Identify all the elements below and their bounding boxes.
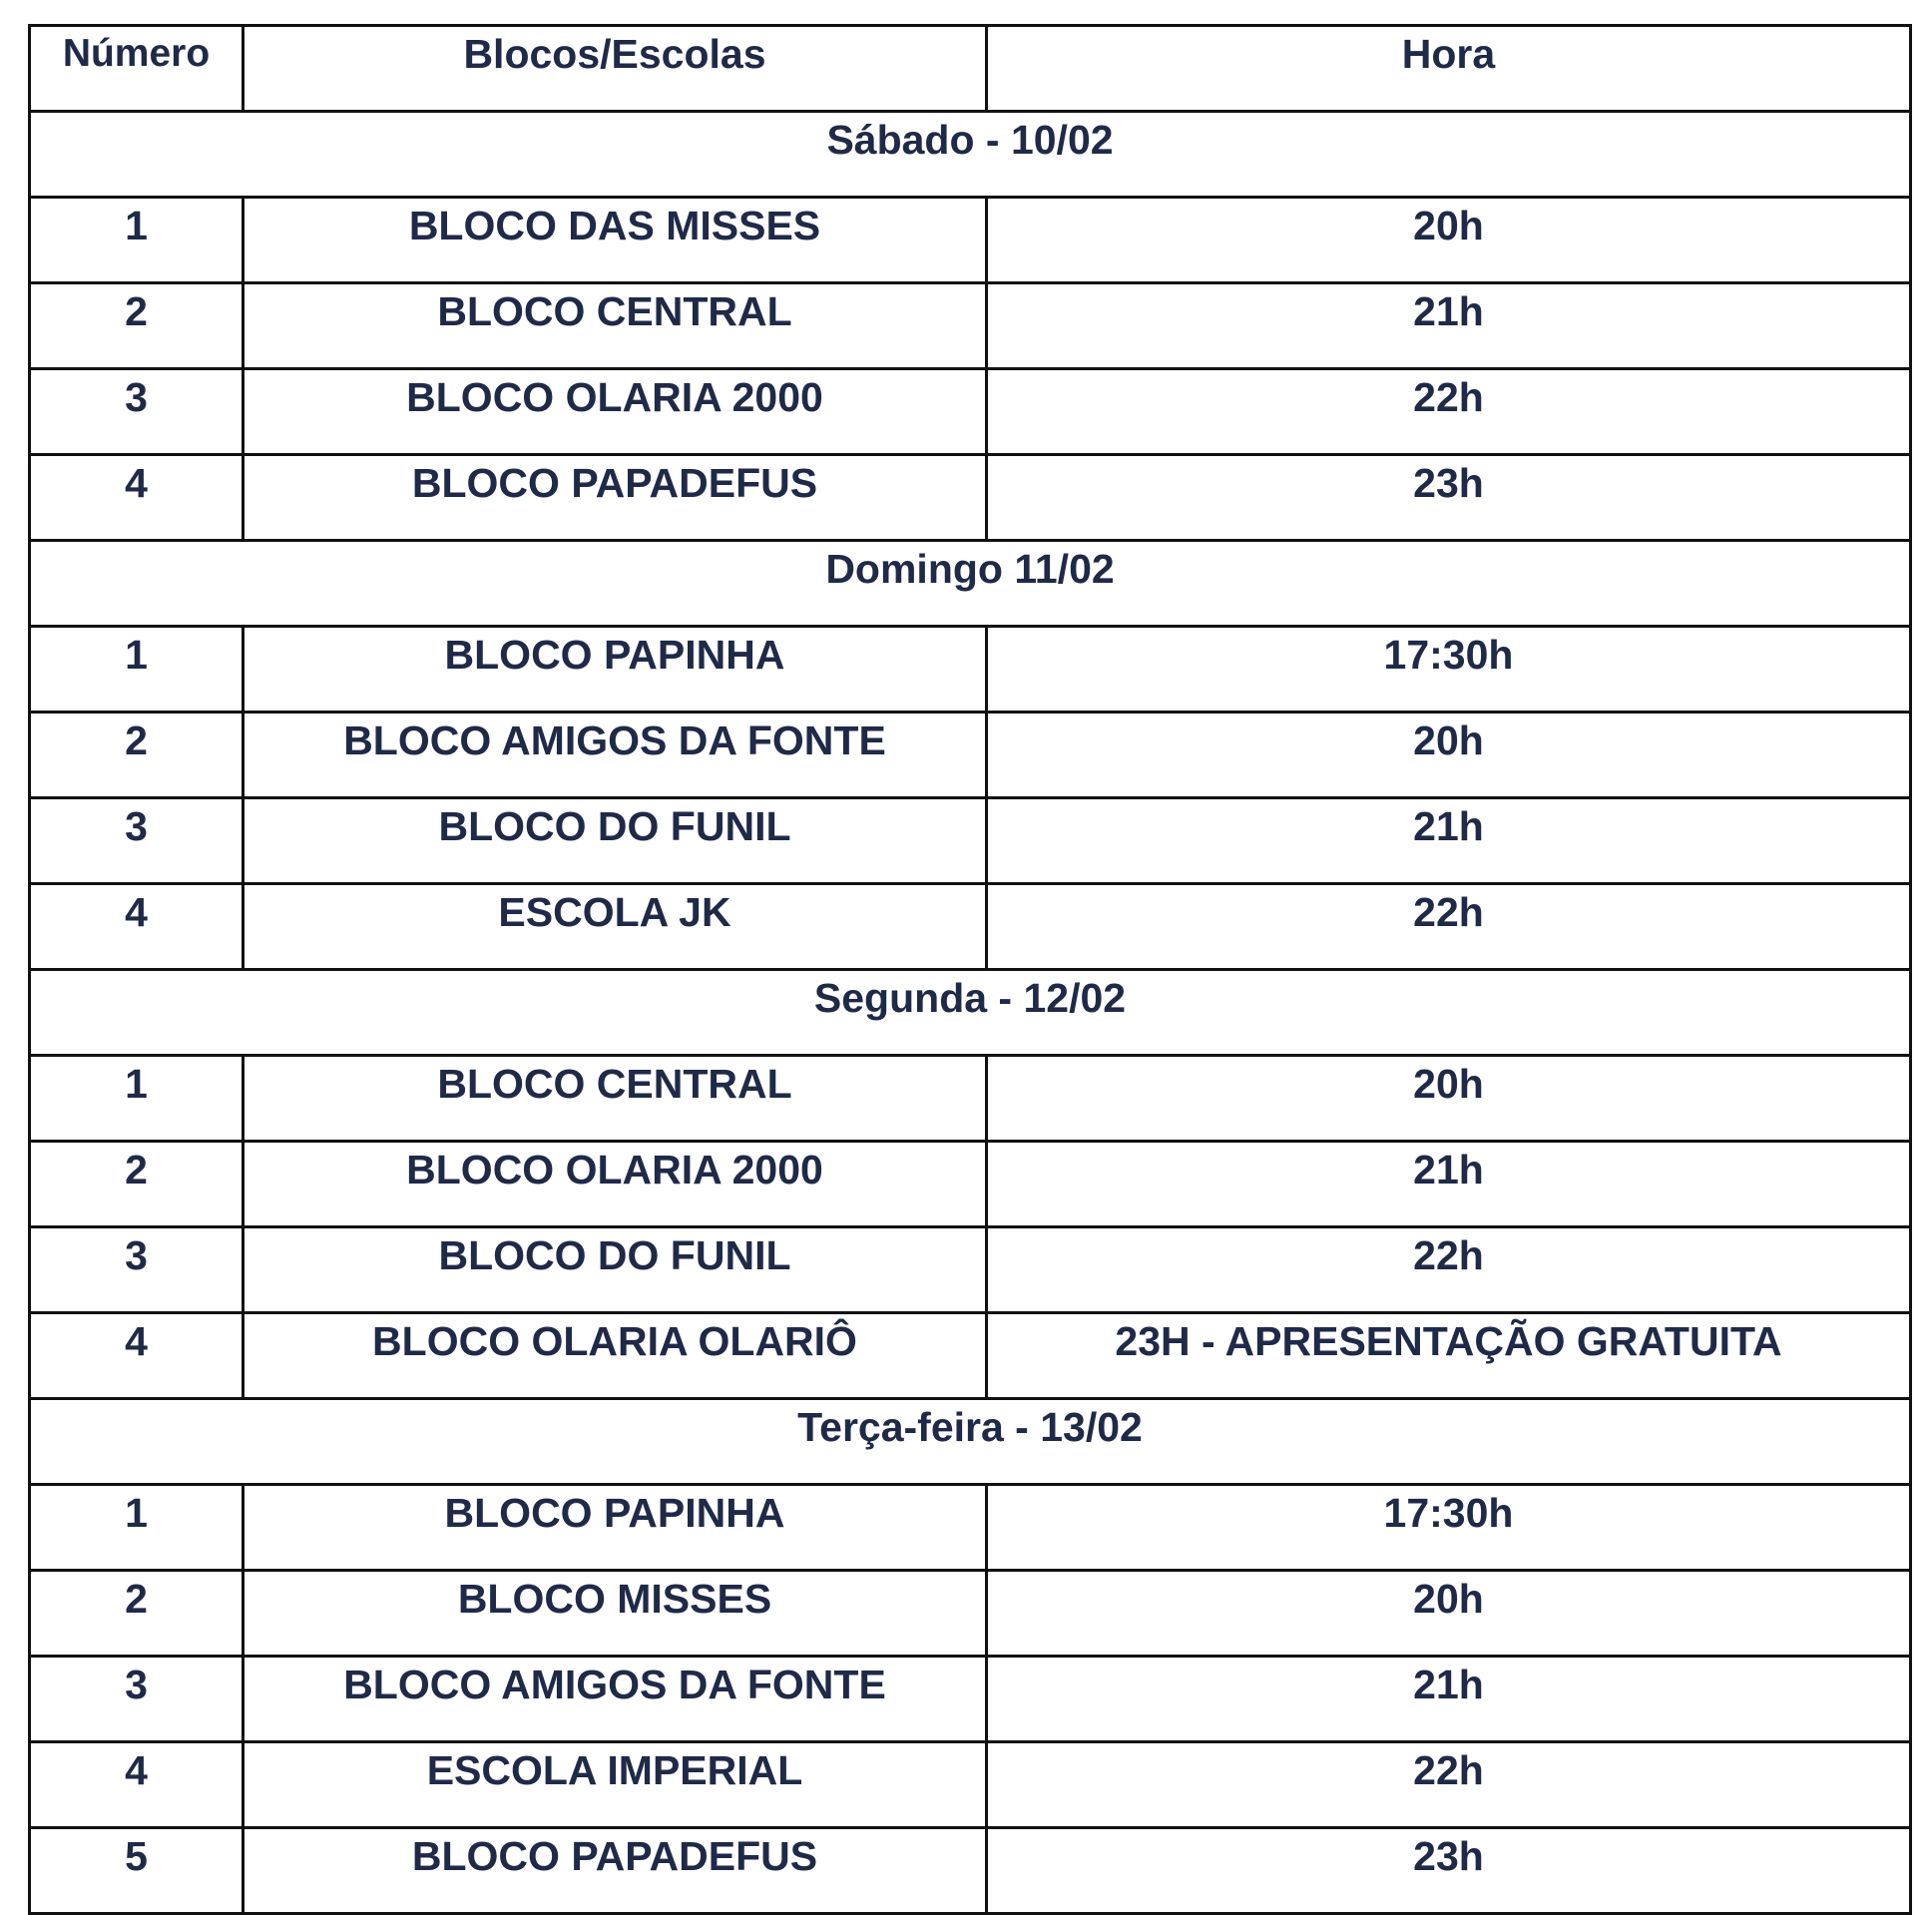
row-name: ESCOLA JK bbox=[243, 884, 987, 970]
day-title: Domingo 11/02 bbox=[30, 541, 1911, 627]
row-name: BLOCO PAPINHA bbox=[243, 1485, 987, 1571]
row-number: 2 bbox=[30, 713, 243, 798]
header-name: Blocos/Escolas bbox=[243, 26, 987, 112]
table-row bbox=[30, 713, 1911, 798]
row-name: BLOCO PAPINHA bbox=[243, 627, 987, 713]
row-hour: 22h bbox=[987, 1742, 1911, 1828]
row-number: 2 bbox=[30, 1571, 243, 1657]
row-name: BLOCO AMIGOS DA FONTE bbox=[243, 713, 987, 798]
row-name: BLOCO OLARIA OLARIÔ bbox=[243, 1313, 987, 1399]
table-row bbox=[30, 198, 1911, 283]
table-row bbox=[30, 798, 1911, 884]
row-hour: 21h bbox=[987, 1142, 1911, 1227]
row-name: BLOCO MISSES bbox=[243, 1571, 987, 1657]
row-hour: 20h bbox=[987, 713, 1911, 798]
table-row bbox=[30, 1657, 1911, 1742]
row-number: 2 bbox=[30, 1142, 243, 1227]
row-number: 4 bbox=[30, 1742, 243, 1828]
row-hour: 21h bbox=[987, 798, 1911, 884]
row-number: 1 bbox=[30, 1485, 243, 1571]
row-hour: 23h bbox=[987, 1828, 1911, 1914]
table-row bbox=[30, 1828, 1911, 1914]
table-row bbox=[30, 1485, 1911, 1571]
row-hour: 21h bbox=[987, 1657, 1911, 1742]
row-hour: 22h bbox=[987, 884, 1911, 970]
row-name: BLOCO OLARIA 2000 bbox=[243, 1142, 987, 1227]
table-row bbox=[30, 283, 1911, 369]
table-row bbox=[30, 455, 1911, 541]
table-row bbox=[30, 1742, 1911, 1828]
day-title: Terça-feira - 13/02 bbox=[30, 1399, 1911, 1485]
day-row bbox=[30, 970, 1911, 1056]
row-number: 5 bbox=[30, 1828, 243, 1914]
day-row bbox=[30, 112, 1911, 198]
header-hour: Hora bbox=[987, 26, 1911, 112]
row-number: 3 bbox=[30, 798, 243, 884]
table-row bbox=[30, 1142, 1911, 1227]
row-number: 3 bbox=[30, 369, 243, 455]
row-number: 4 bbox=[30, 884, 243, 970]
row-name: BLOCO PAPADEFUS bbox=[243, 455, 987, 541]
row-number: 1 bbox=[30, 1056, 243, 1142]
row-name: BLOCO CENTRAL bbox=[243, 1056, 987, 1142]
row-hour: 21h bbox=[987, 283, 1911, 369]
day-title: Sábado - 10/02 bbox=[30, 112, 1911, 198]
table-row bbox=[30, 1227, 1911, 1313]
row-hour: 22h bbox=[987, 1227, 1911, 1313]
row-number: 1 bbox=[30, 627, 243, 713]
header-row bbox=[30, 26, 1911, 112]
schedule-table bbox=[28, 24, 1912, 1915]
row-number: 4 bbox=[30, 455, 243, 541]
row-hour: 20h bbox=[987, 1571, 1911, 1657]
row-name: ESCOLA IMPERIAL bbox=[243, 1742, 987, 1828]
row-number: 3 bbox=[30, 1227, 243, 1313]
row-hour: 23H - APRESENTAÇÃO GRATUITA bbox=[987, 1313, 1911, 1399]
day-title: Segunda - 12/02 bbox=[30, 970, 1911, 1056]
table-row bbox=[30, 1056, 1911, 1142]
table-row bbox=[30, 1571, 1911, 1657]
day-row bbox=[30, 541, 1911, 627]
row-number: 1 bbox=[30, 198, 243, 283]
row-number: 4 bbox=[30, 1313, 243, 1399]
row-hour: 23h bbox=[987, 455, 1911, 541]
row-hour: 20h bbox=[987, 1056, 1911, 1142]
row-hour: 17:30h bbox=[987, 627, 1911, 713]
row-name: BLOCO DO FUNIL bbox=[243, 798, 987, 884]
row-name: BLOCO PAPADEFUS bbox=[243, 1828, 987, 1914]
row-hour: 22h bbox=[987, 369, 1911, 455]
row-name: BLOCO DAS MISSES bbox=[243, 198, 987, 283]
row-name: BLOCO AMIGOS DA FONTE bbox=[243, 1657, 987, 1742]
table-row bbox=[30, 369, 1911, 455]
table-row bbox=[30, 627, 1911, 713]
row-number: 3 bbox=[30, 1657, 243, 1742]
header-number: Número bbox=[30, 26, 243, 112]
row-name: BLOCO CENTRAL bbox=[243, 283, 987, 369]
table-row bbox=[30, 1313, 1911, 1399]
day-row bbox=[30, 1399, 1911, 1485]
row-hour: 20h bbox=[987, 198, 1911, 283]
row-number: 2 bbox=[30, 283, 243, 369]
row-hour: 17:30h bbox=[987, 1485, 1911, 1571]
row-name: BLOCO DO FUNIL bbox=[243, 1227, 987, 1313]
table-row bbox=[30, 884, 1911, 970]
row-name: BLOCO OLARIA 2000 bbox=[243, 369, 987, 455]
